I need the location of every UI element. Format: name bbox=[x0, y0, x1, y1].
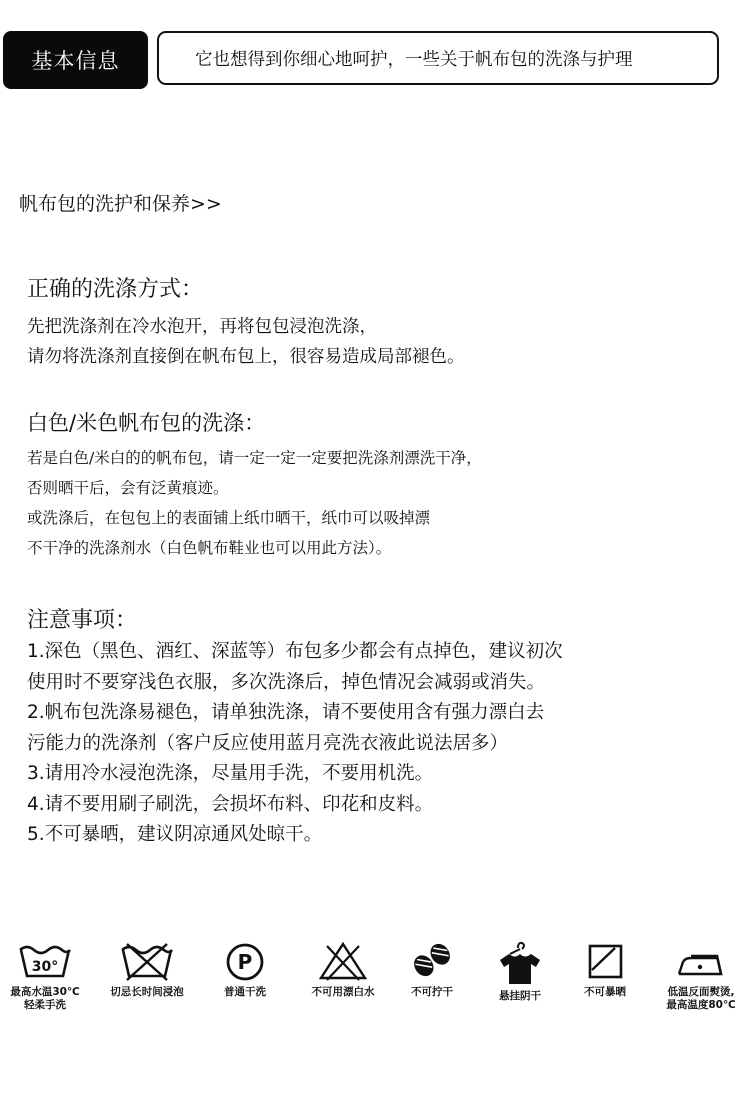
section-title: 白色/米色帆布包的洗涤： bbox=[27, 411, 266, 435]
care-label: 低温反面熨烫, bbox=[667, 986, 735, 998]
header-tag: 基本信息 bbox=[3, 31, 148, 89]
text-line: 或洗涤后，在包包上的表面铺上纸巾晒干，纸巾可以吸掉漂 bbox=[27, 509, 431, 527]
section-white-bag bbox=[27, 407, 482, 563]
care-label: 不可拧干 bbox=[411, 986, 453, 998]
care-label: 最高水温30℃ bbox=[10, 986, 80, 998]
care-item-iron bbox=[655, 940, 747, 1012]
text-line: 2.帆布包洗涤易褪色，请单独洗涤，请不要使用含有强力漂白去 bbox=[27, 702, 545, 723]
text-line: 不干净的洗涤剂水（白色帆布鞋业也可以用此方法）。 bbox=[27, 539, 392, 557]
text-line: 使用时不要穿浅色衣服，多次洗涤后，掉色情况会减弱或消失。 bbox=[27, 671, 546, 693]
wash-30-icon bbox=[17, 940, 73, 982]
section-washing-method bbox=[27, 272, 465, 372]
care-label: 不可暴晒 bbox=[584, 986, 626, 998]
care-item-no-sun bbox=[559, 940, 651, 999]
no-bleach-icon bbox=[315, 940, 371, 982]
wash-temp-text: 30° bbox=[31, 959, 59, 975]
text-line: 若是白色/米白的的帆布包，请一定一定一定要把洗涤剂漂洗干净， bbox=[27, 449, 482, 467]
text-line: 3.请用冷水浸泡洗涤，尽量用手洗，不要用机洗。 bbox=[27, 763, 434, 784]
care-item-dry-clean bbox=[199, 940, 291, 999]
care-label: 最高温度80℃ bbox=[666, 999, 736, 1011]
text-line: 4.请不要用刷子刷洗，会损坏布料、印花和皮料。 bbox=[27, 793, 434, 815]
care-label: 切忌长时间浸泡 bbox=[110, 986, 184, 998]
text-line: 否则晒干后，会有泛黄痕迹。 bbox=[27, 479, 229, 497]
dry-clean-icon bbox=[217, 940, 273, 982]
header-subtitle: 它也想得到你细心地呵护，一些关于帆布包的洗涤与护理 bbox=[157, 31, 719, 85]
low-iron-icon bbox=[673, 940, 729, 982]
care-label: 普通干洗 bbox=[224, 986, 266, 998]
hang-dry-icon bbox=[492, 940, 548, 986]
care-icons-row bbox=[0, 940, 750, 1040]
care-item-no-bleach bbox=[297, 940, 389, 999]
section-notes bbox=[27, 603, 563, 851]
section-title: 注意事项： bbox=[27, 608, 138, 633]
care-item-hang-dry bbox=[474, 940, 566, 1003]
no-wring-icon bbox=[404, 940, 460, 982]
text-line: 请勿将洗涤剂直接倒在帆布包上，很容易造成局部褪色。 bbox=[27, 347, 465, 367]
text-line: 先把洗涤剂在冷水泡开，再将包包浸泡洗涤， bbox=[27, 317, 377, 337]
no-soak-icon bbox=[119, 940, 175, 982]
intro-heading: 帆布包的洗护和保养>> bbox=[19, 193, 222, 215]
care-label: 轻柔手洗 bbox=[24, 999, 66, 1011]
no-sun-icon bbox=[577, 940, 633, 982]
care-label: 悬挂阴干 bbox=[499, 990, 541, 1002]
text-line: 1.深色（黑色、酒红、深蓝等）布包多少都会有点掉色，建议初次 bbox=[27, 641, 563, 662]
dry-clean-letter: P bbox=[237, 950, 253, 974]
care-label: 不可用漂白水 bbox=[311, 986, 375, 998]
text-line: 5.不可暴晒，建议阴凉通风处晾干。 bbox=[27, 824, 323, 845]
care-item-no-soak bbox=[101, 940, 193, 999]
text-line: 污能力的洗涤剂（客户反应使用蓝月亮洗衣液此说法居多） bbox=[27, 732, 509, 754]
section-title: 正确的洗涤方式： bbox=[27, 277, 204, 302]
care-item-wash bbox=[0, 940, 91, 1012]
care-item-no-wring bbox=[386, 940, 478, 999]
